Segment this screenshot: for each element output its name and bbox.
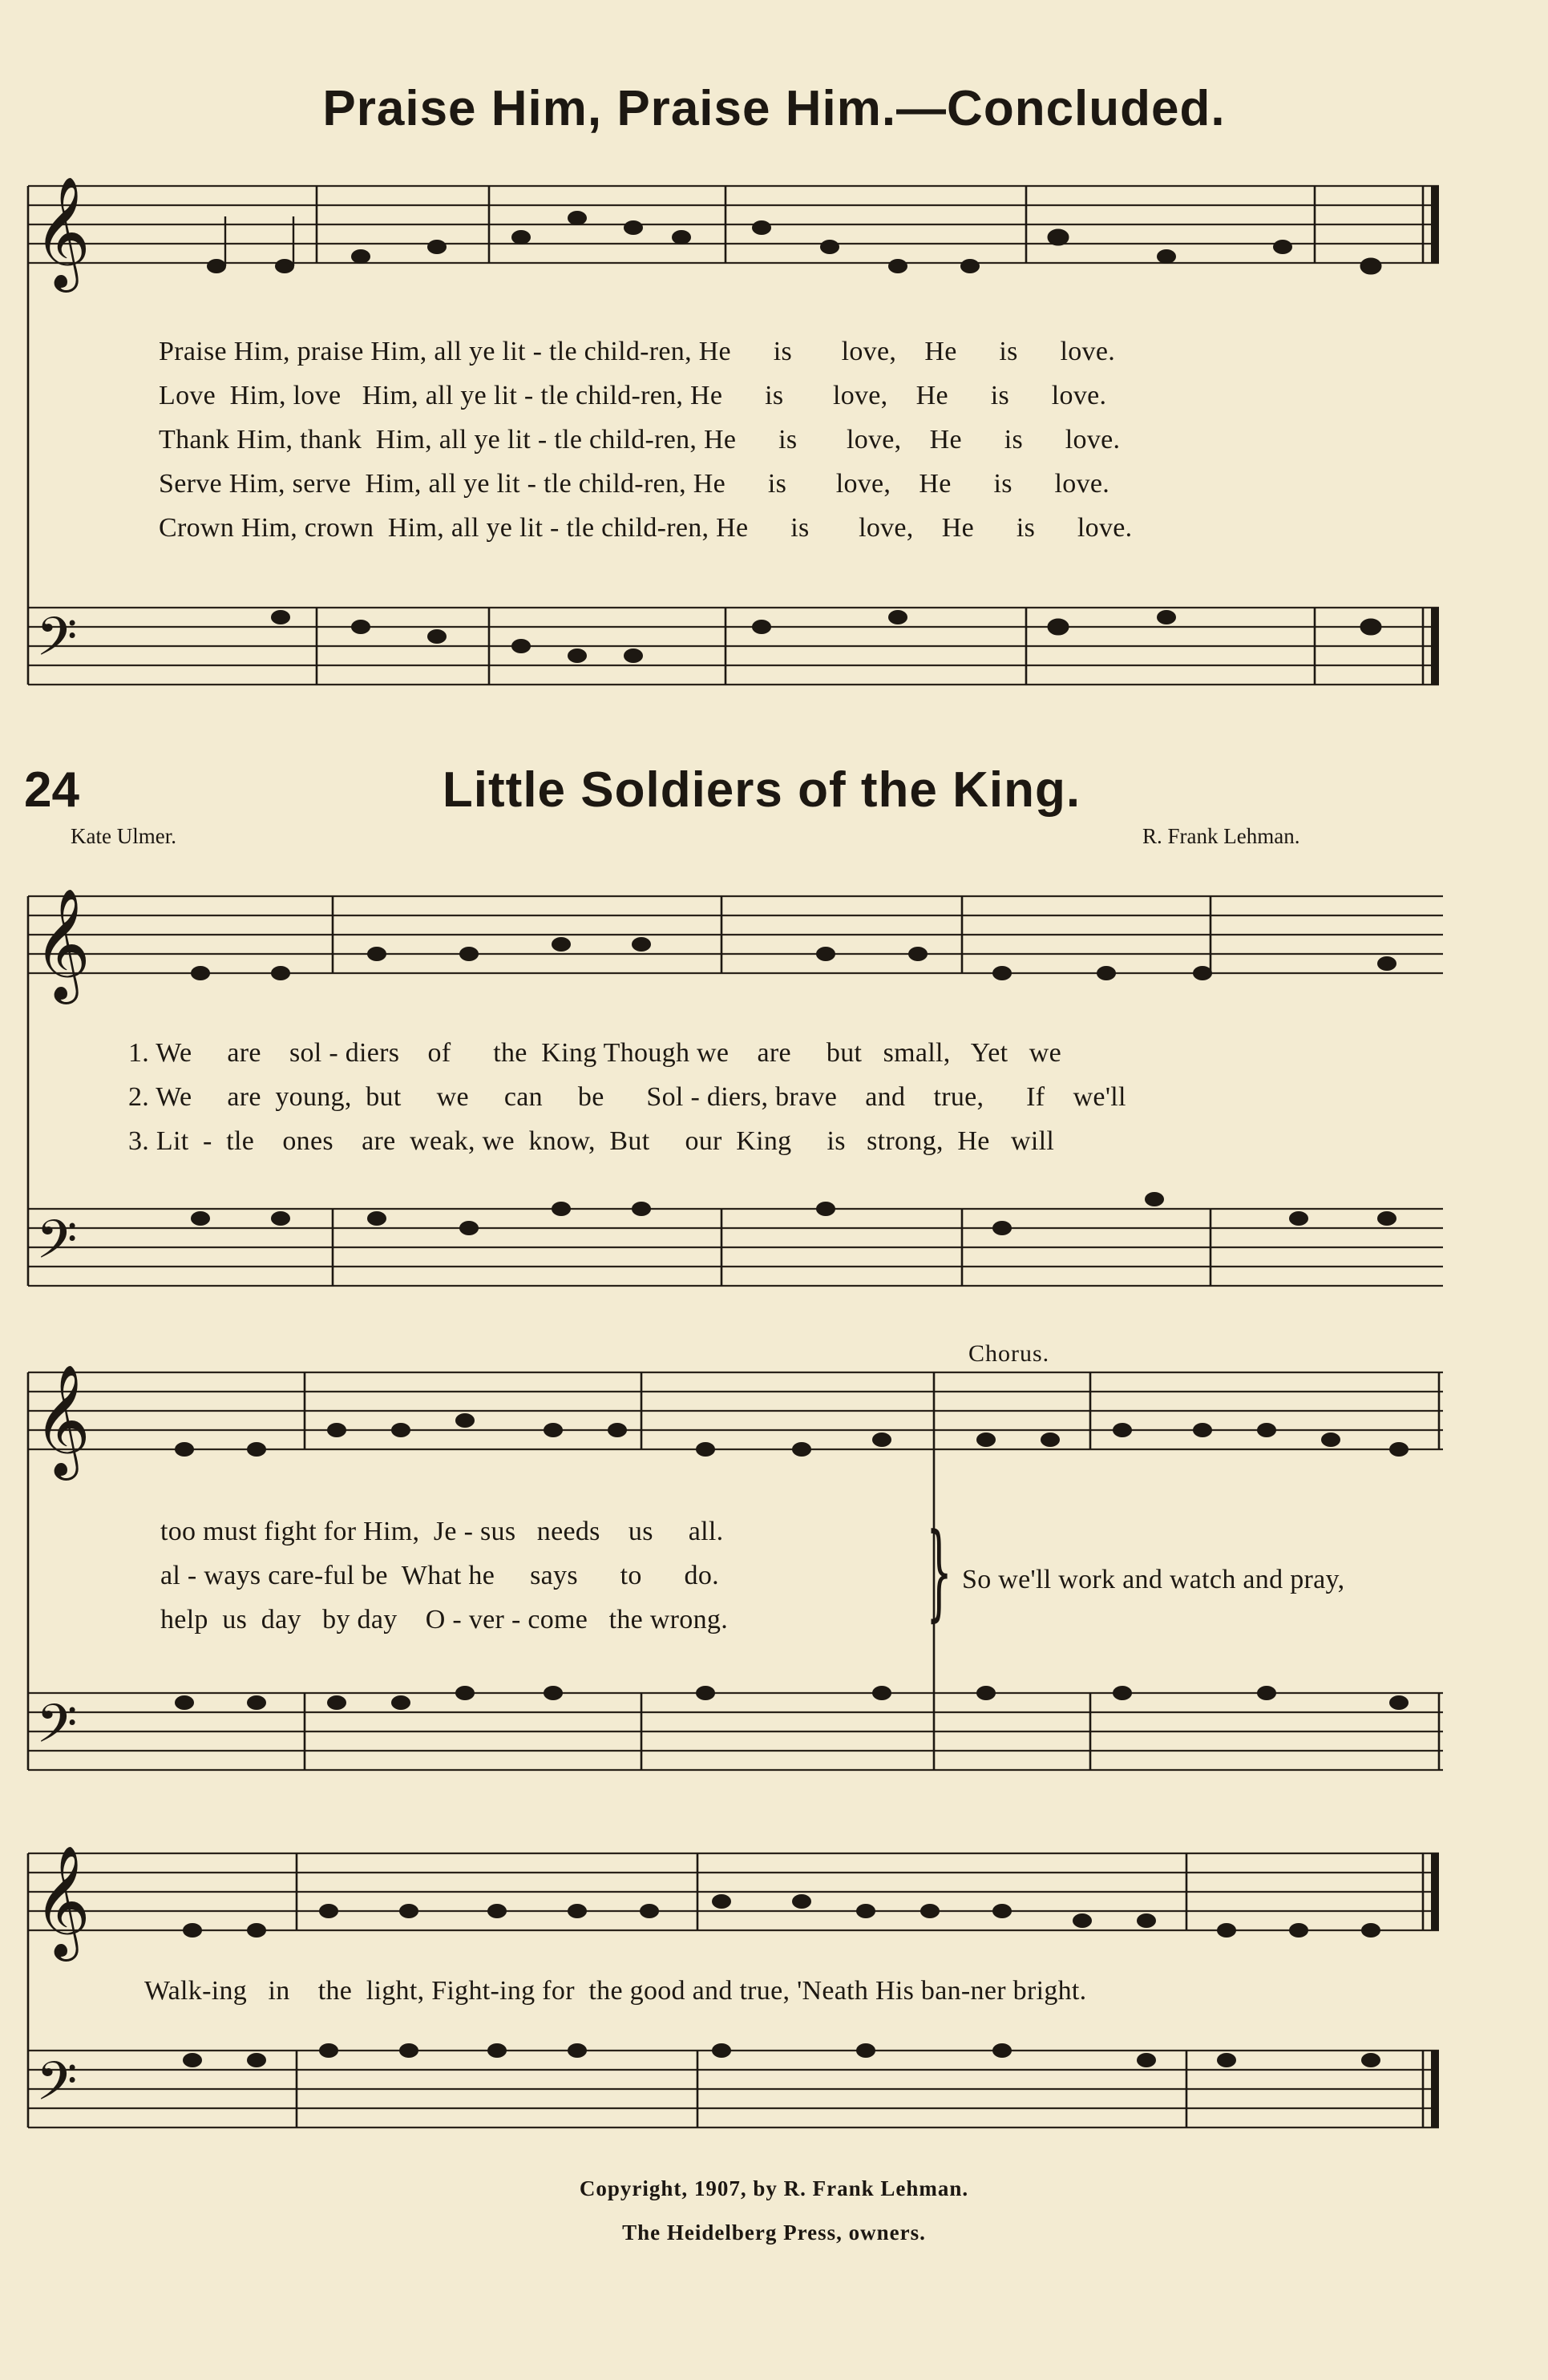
- staff-bass-1: [28, 608, 1439, 685]
- staff-bass-4: [28, 2051, 1439, 2127]
- bass-clef-icon: 𝄢: [36, 606, 78, 681]
- verse-line: Love Him, love Him, all ye lit - tle child-ren, He is love, He is love.: [159, 381, 1107, 410]
- staff-treble-4: [28, 1853, 1439, 1930]
- bass-clef-icon: 𝄢: [36, 1693, 78, 1768]
- hymn-title: Little Soldiers of the King.: [442, 762, 1081, 818]
- treble-clef-icon: 𝄞: [34, 176, 91, 288]
- verse-line: help us day by day O - ver - come the wrong.: [160, 1605, 729, 1634]
- owners-notice: The Heidelberg Press, owners.: [622, 2220, 926, 2245]
- copyright-notice: Copyright, 1907, by R. Frank Lehman.: [579, 2176, 969, 2200]
- lyricist-credit: Kate Ulmer.: [71, 824, 176, 848]
- treble-clef-icon: 𝄞: [34, 1845, 91, 1957]
- staff-treble-2: [28, 896, 1443, 973]
- verse-line: 2. We are young, but we can be Sol - diers, brave and true, If we'll: [128, 1082, 1126, 1112]
- verse-line: Crown Him, crown Him, all ye lit - tle child-ren, He is love, He is love.: [159, 513, 1133, 543]
- verse-line: too must fight for Him, Je - sus needs us all.: [160, 1517, 724, 1546]
- staff-treble-1: [28, 186, 1439, 263]
- hymn-number: 24: [24, 762, 79, 818]
- verse-line: 3. Lit - tle ones are weak, we know, But our King is strong, He will: [128, 1126, 1055, 1156]
- final-lyric-line: Walk-ing in the light, Fight-ing for the good and true, 'Neath His ban-ner bright.: [144, 1976, 1087, 2006]
- treble-clef-icon: 𝄞: [34, 1364, 91, 1476]
- verse-brace: }: [926, 1510, 953, 1632]
- page-title: Praise Him, Praise Him.—Concluded.: [322, 81, 1226, 136]
- bass-clef-icon: 𝄢: [36, 2051, 78, 2125]
- chorus-line: So we'll work and watch and pray,: [962, 1565, 1345, 1594]
- chorus-label: Chorus.: [968, 1340, 1050, 1367]
- treble-clef-icon: 𝄞: [34, 888, 91, 1000]
- staff-bass-2: [28, 1209, 1443, 1286]
- verse-line: Praise Him, praise Him, all ye lit - tle child-ren, He is love, He is love.: [159, 337, 1116, 366]
- staff-treble-3: [28, 1372, 1443, 1449]
- staff-bass-3: [28, 1693, 1443, 1770]
- verse-line: al - ways care-ful be What he says to do.: [160, 1561, 719, 1590]
- verse-line: Serve Him, serve Him, all ye lit - tle child-ren, He is love, He is love.: [159, 469, 1110, 499]
- composer-credit: R. Frank Lehman.: [1142, 824, 1300, 848]
- verse-line: 1. We are sol - diers of the King Though we are but small, Yet we: [128, 1038, 1061, 1068]
- bass-clef-icon: 𝄢: [36, 1209, 78, 1283]
- verse-line: Thank Him, thank Him, all ye lit - tle child-ren, He is love, He is love.: [159, 425, 1121, 455]
